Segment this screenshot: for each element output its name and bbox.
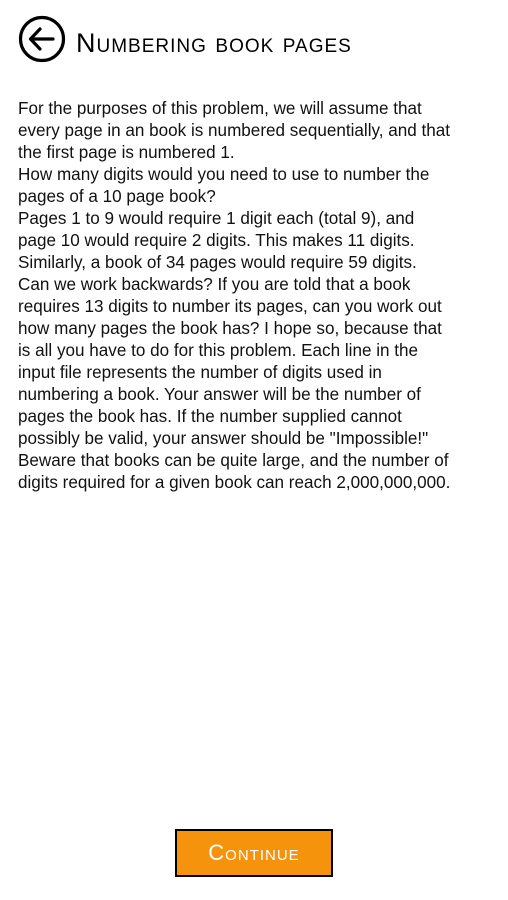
problem-line: how many pages the book has? I hope so, because that [18,319,442,338]
problem-line: pages of a 10 page book? [18,187,216,206]
problem-line: Pages 1 to 9 would require 1 digit each (total 9), and [18,209,415,228]
problem-line: is all you have to do for this problem. Each line in the [18,341,419,360]
problem-line: every page in an book is numbered sequentially, and that [18,121,451,140]
continue-button[interactable]: Continue [175,829,333,877]
problem-line: Beware that books can be quite large, and the number of [18,451,449,470]
problem-description [18,98,504,494]
problem-line: numbering a book. Your answer will be the number of [18,385,421,404]
problem-line: pages the book has. If the number supplied cannot [18,407,402,426]
page-title: Numbering book pages [76,28,352,58]
problem-line: For the purposes of this problem, we will assume that [18,99,422,118]
header-bar [0,0,508,80]
problem-line: Can we work backwards? If you are told that a book [18,275,411,294]
problem-line: digits required for a given book can reach 2,000,000,000. [18,473,451,492]
problem-line: the first page is numbered 1. [18,143,235,162]
problem-line: Similarly, a book of 34 pages would require 59 digits. [18,253,417,272]
arrow-left-circle-icon [18,15,66,63]
back-button[interactable] [18,15,66,63]
problem-line: page 10 would require 2 digits. This makes 11 digits. [18,231,415,250]
problem-line: input file represents the number of digits used in [18,363,382,382]
problem-line: possibly be valid, your answer should be "Impossible!" [18,429,429,448]
problem-line: How many digits would you need to use to number the [18,165,430,184]
problem-line: requires 13 digits to number its pages, can you work out [18,297,442,316]
